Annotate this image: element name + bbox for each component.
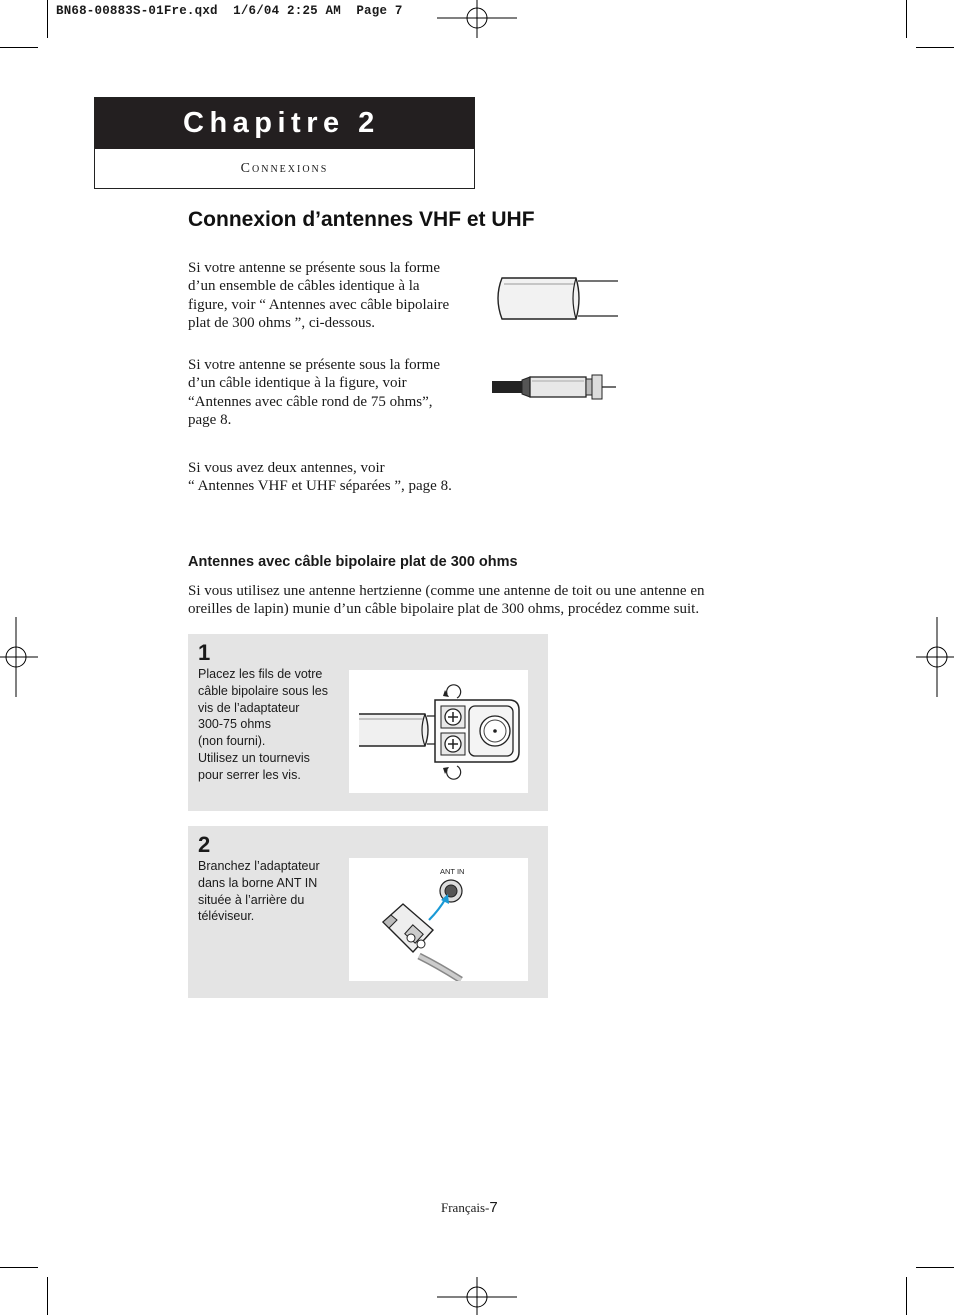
chapter-subtitle: Connexions xyxy=(240,161,329,176)
step-2-text: Branchez l’adaptateur dans la borne ANT IN située à l’arrière du téléviseur. xyxy=(198,859,320,924)
paragraph-twin-lead: Si votre antenne se présente sous la forme d’un ensemble de câbles identique à la figure, voir “ Antennes avec câble bipolaire plat de 300 ohms ”, ci-dessous. xyxy=(188,260,450,331)
subsection-intro: Si vous utilisez une antenne hertzienne (comme une antenne de toit ou une antenne en oreilles de lapin) munie d’un câble bipolaire plat de 300 ohms, procédez comme suit. xyxy=(188,583,705,618)
step-1-panel xyxy=(188,634,548,811)
ant-in-connection-illustration xyxy=(349,858,528,981)
ant-in-label: ANT IN xyxy=(440,867,465,876)
step-1-figure xyxy=(349,670,528,793)
chapter-title: Chapitre 2 xyxy=(95,98,474,149)
paragraph-coaxial: Si votre antenne se présente sous la forme d’un câble identique à la figure, voir “Antennes avec câble rond de 75 ohms”, page 8. xyxy=(188,357,441,428)
adapter-screws-illustration xyxy=(349,670,528,793)
print-slug: BN68-00883S-01Fre.qxd 1/6/04 2:25 AM Page 7 xyxy=(56,4,403,18)
page-number: 7 xyxy=(489,1199,498,1216)
step-2-panel xyxy=(188,826,548,998)
section-heading: Connexion d’antennes VHF et UHF xyxy=(188,208,535,231)
page-footer xyxy=(441,1199,498,1216)
footer-language: Français- xyxy=(441,1200,490,1215)
subsection-heading: Antennes avec câble bipolaire plat de 300 ohms xyxy=(188,554,518,570)
twin-lead-cable-illustration xyxy=(490,272,622,326)
step-1-number: 1 xyxy=(198,640,211,665)
coaxial-cable-illustration xyxy=(490,372,618,402)
step-1-text: Placez les fils de votre câble bipolaire sous les vis de l’adaptateur 300-75 ohms (non fourni). Utilisez un tournevis pour serrer les vis. xyxy=(198,667,328,782)
chapter-box xyxy=(94,97,475,189)
step-2-figure xyxy=(349,858,528,981)
step-2-number: 2 xyxy=(198,832,211,857)
paragraph-two-antennas: Si vous avez deux antennes, voir “ Antennes VHF et UHF séparées ”, page 8. xyxy=(188,460,452,495)
